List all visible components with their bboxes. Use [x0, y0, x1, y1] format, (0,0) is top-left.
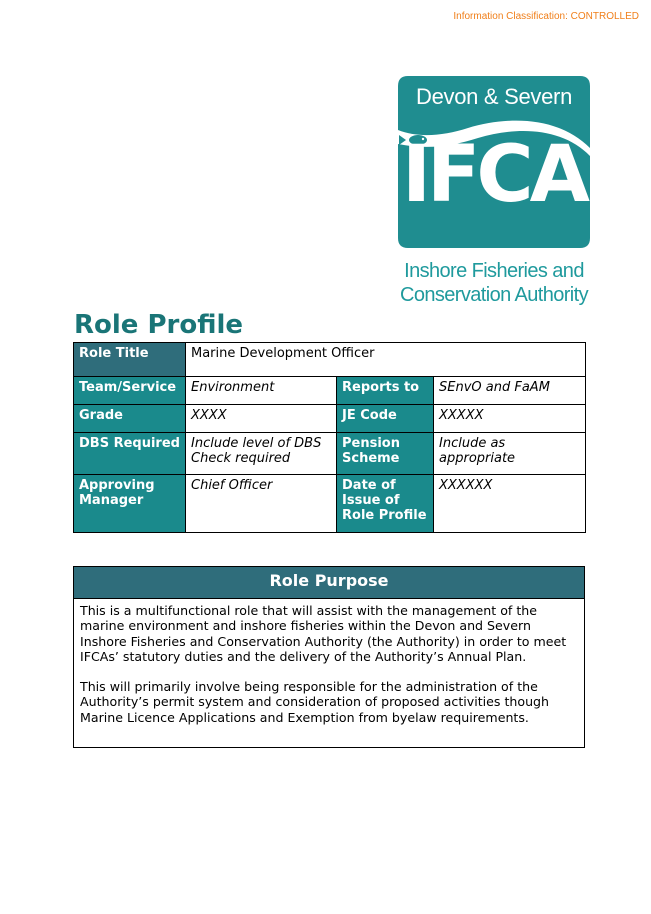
table-row: [74, 433, 586, 475]
pension-value: Include as appropriate: [434, 433, 586, 475]
date-of-issue-value: XXXXXX: [434, 475, 586, 533]
logo-name: Devon & Severn: [416, 84, 572, 109]
ifca-logo: [398, 76, 590, 310]
grade-value: XXXX: [186, 405, 337, 433]
table-row: [74, 405, 586, 433]
reports-label: Reports to: [337, 377, 434, 405]
logo-line-2: Conservation Authority: [399, 284, 589, 306]
role-purpose-paragraph-1: This is a multifunctional role that will assist with the management of the marine environment and inshore fisheries within the Devon and Severn Inshore Fisheries and Conservation Authority (the Authority) in order to meet IFCAs’ statutory duties and the delivery of the Authority’s Annual Plan.: [80, 603, 567, 664]
role-title-value: Marine Development Officer: [186, 343, 586, 377]
dbs-value: Include level of DBS Check required: [186, 433, 337, 475]
je-code-label: JE Code: [337, 405, 434, 433]
role-purpose-box: [73, 566, 585, 748]
reports-value: SEnvO and FaAM: [434, 377, 586, 405]
dbs-label: DBS Required: [74, 433, 186, 475]
pension-label: Pension Scheme: [337, 433, 434, 475]
classification-label: Information Classification: CONTROLLED: [453, 11, 639, 22]
table-row: [74, 377, 586, 405]
page-title: Role Profile: [74, 310, 244, 340]
role-purpose-paragraph-2: This will primarily involve being responsible for the administration of the Authority’s permit system and consideration of proposed activities though Marine Licence Applications and Exemption from byelaw requirements.: [80, 679, 550, 725]
role-purpose-body: [74, 599, 584, 744]
table-row: [74, 475, 586, 533]
team-value: Environment: [186, 377, 337, 405]
date-of-issue-label: Date of Issue of Role Profile: [337, 475, 434, 533]
table-row: [74, 343, 586, 377]
role-title-label: Role Title: [74, 343, 186, 377]
approving-manager-value: Chief Officer: [186, 475, 337, 533]
grade-label: Grade: [74, 405, 186, 433]
approving-manager-label: Approving Manager: [74, 475, 186, 533]
je-code-value: XXXXX: [434, 405, 586, 433]
team-label: Team/Service: [74, 377, 186, 405]
logo-acronym: IFCA: [402, 130, 586, 220]
role-purpose-heading: Role Purpose: [74, 567, 584, 599]
logo-line-1: Inshore Fisheries and: [404, 260, 584, 282]
role-info-table: [73, 342, 586, 533]
